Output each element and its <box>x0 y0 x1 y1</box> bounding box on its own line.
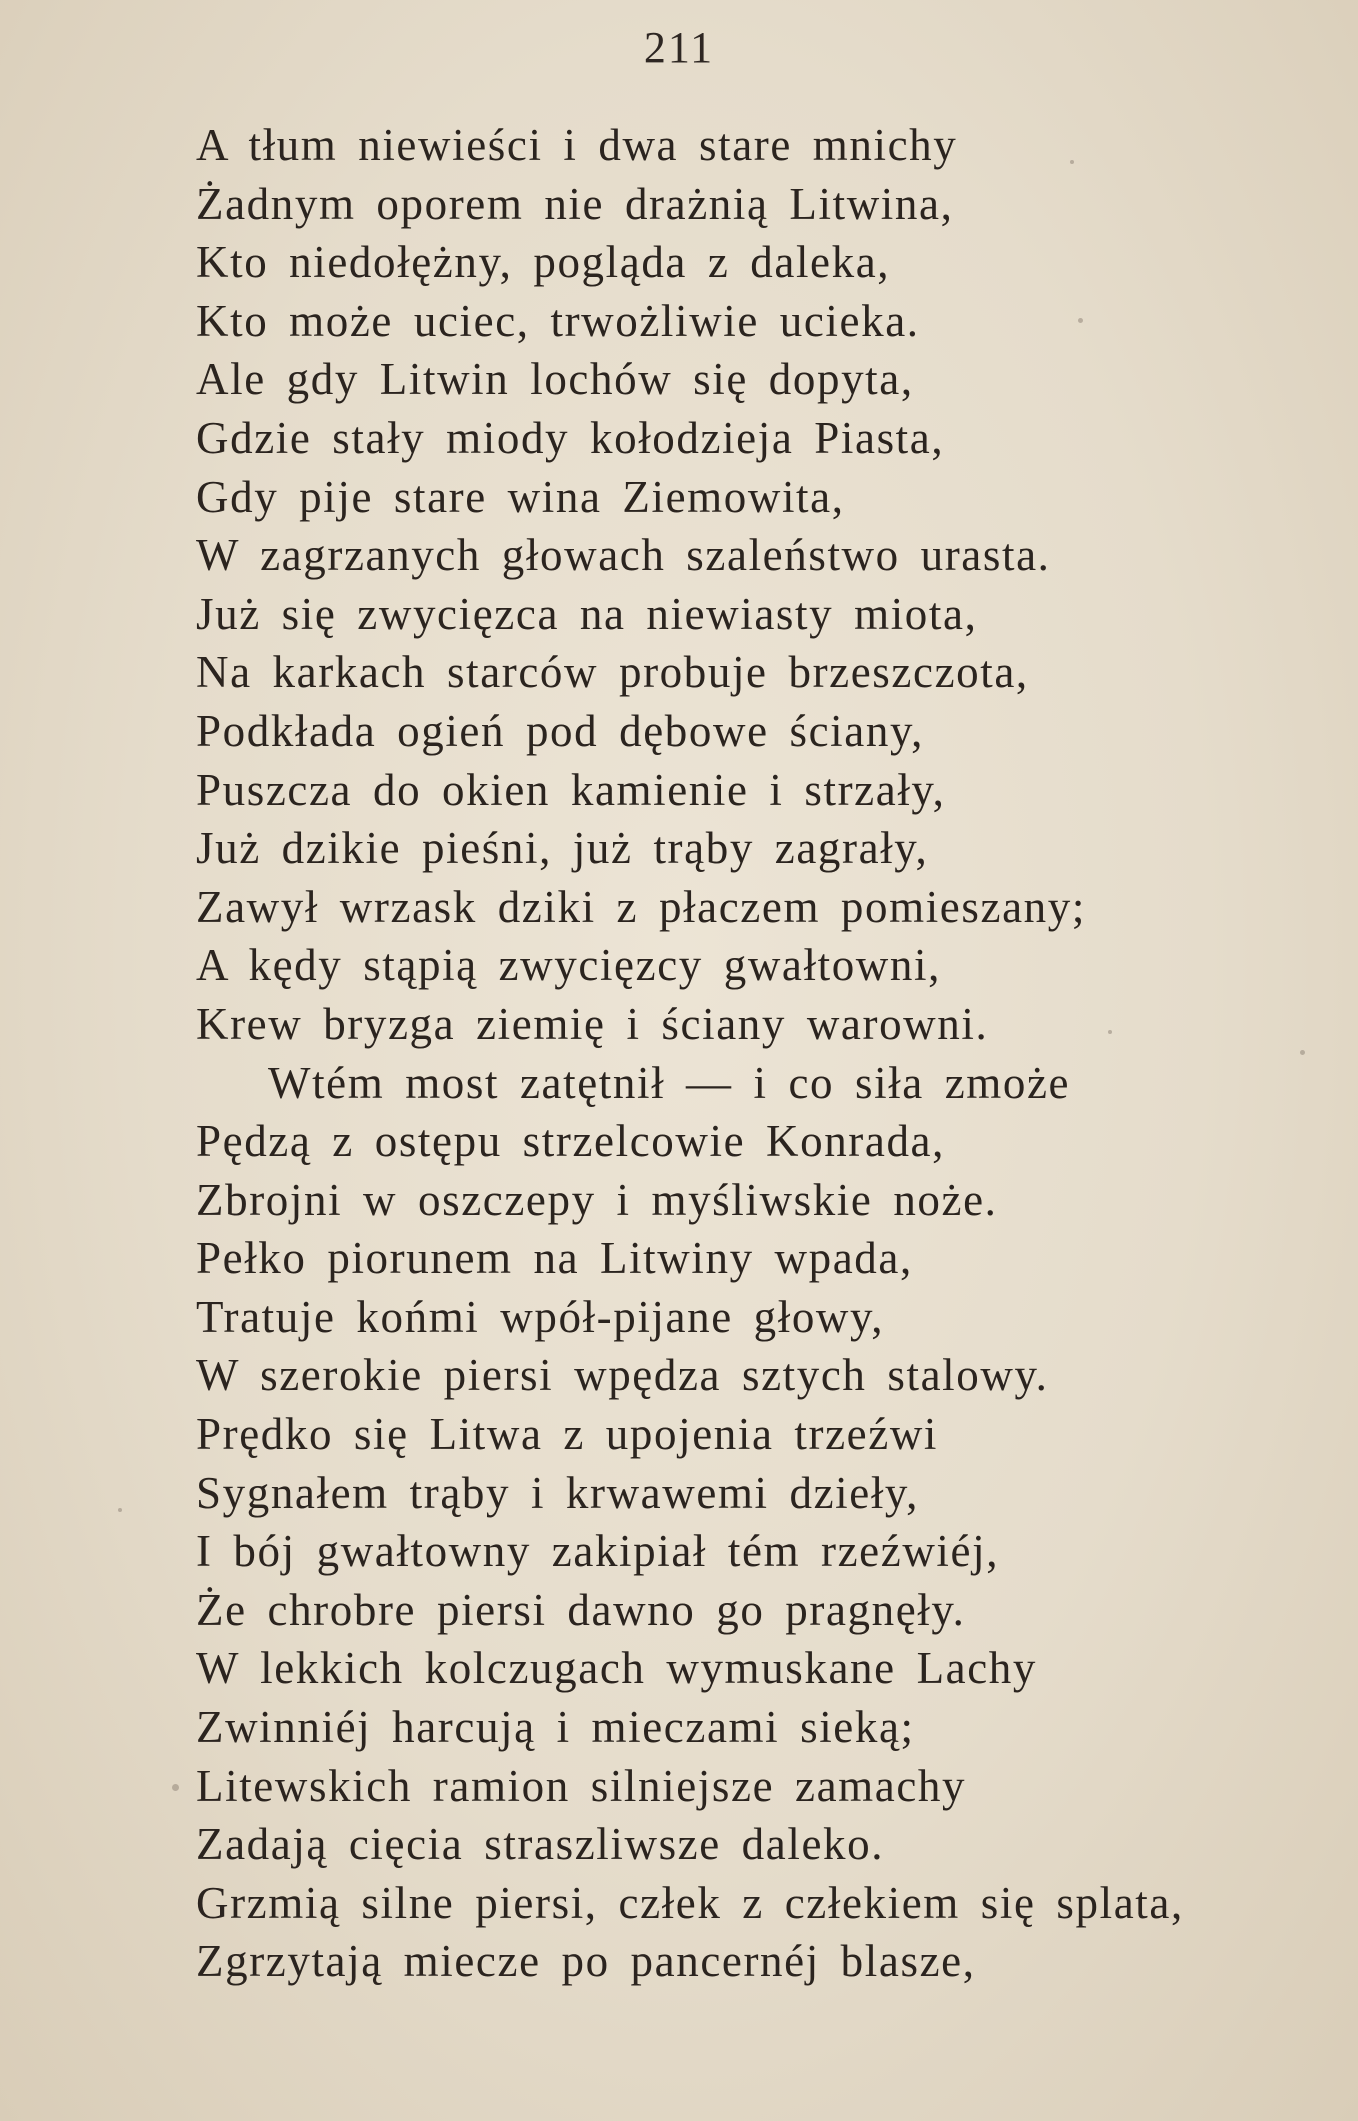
poem-line: Gdzie stały miody kołodzieja Piasta, <box>196 412 945 463</box>
poem-line: Że chrobre piersi dawno go pragnęły. <box>196 1584 966 1635</box>
paper-speck <box>118 1508 122 1512</box>
poem-line: Zadają cięcia straszliwsze daleko. <box>196 1819 885 1870</box>
poem-line: Krew bryzga ziemię i ściany warowni. <box>196 998 989 1049</box>
poem-line: Ale gdy Litwin lochów się dopyta, <box>196 354 914 405</box>
paper-speck <box>1108 1030 1112 1034</box>
poem-line: Na karkach starców probuje brzeszczota, <box>196 647 1029 698</box>
poem-line: W lekkich kolczugach wymuskane Lachy <box>196 1643 1037 1694</box>
poem-line: Litewskich ramion silniejsze zamachy <box>196 1760 967 1811</box>
poem-line: Sygnałem trąby i krwawemi dzieły, <box>196 1467 919 1518</box>
poem-line: Zawył wrzask dziki z płaczem pomieszany; <box>196 881 1086 932</box>
page-number: 211 <box>643 23 715 72</box>
poem-line: Zwinniéj harcują i mieczami sieką; <box>196 1702 915 1753</box>
poem-line: Grzmią silne piersi, człek z człekiem się splata, <box>196 1877 1184 1928</box>
poem-line: Prędko się Litwa z upojenia trzeźwi <box>196 1409 939 1460</box>
poem-line: Podkłada ogień pod dębowe ściany, <box>196 705 924 756</box>
poem-line: I bój gwałtowny zakipiał tém rzeźwiéj, <box>196 1526 1000 1577</box>
poem-line: Już dzikie pieśni, już trąby zagrały, <box>196 823 929 874</box>
poem-line: Tratuje końmi wpół-pijane głowy, <box>196 1291 885 1342</box>
poem-line: Kto może uciec, trwożliwie ucieka. <box>196 295 920 346</box>
poem-line: Pełko piorunem na Litwiny wpada, <box>196 1233 913 1284</box>
poem-line: Puszcza do okien kamienie i strzały, <box>196 764 946 815</box>
paper-speck <box>1078 318 1083 323</box>
poem-line: W szerokie piersi wpędza sztych stalowy. <box>196 1350 1049 1401</box>
poem-line: W zagrzanych głowach szaleństwo urasta. <box>196 530 1051 581</box>
poem-line: Kto niedołężny, pogląda z daleka, <box>196 237 891 288</box>
poem-line: Żadnym oporem nie drażnią Litwina, <box>196 178 954 229</box>
poem-line: Zgrzytają miecze po pancernéj blasze, <box>196 1936 976 1987</box>
paper-speck <box>1070 160 1074 164</box>
poem-line: Pędzą z ostępu strzelcowie Konrada, <box>196 1116 945 1167</box>
poem-line: Już się zwycięzca na niewiasty miota, <box>196 588 978 639</box>
poem-line: Wtém most zatętnił — i co siła zmoże <box>268 1057 1071 1108</box>
poem-line: Gdy pije stare wina Ziemowita, <box>196 471 845 522</box>
poem-line: A tłum niewieści i dwa stare mnichy <box>196 120 958 170</box>
paper-speck <box>172 1784 179 1791</box>
paper-speck <box>1300 1050 1305 1055</box>
poem-line: Zbrojni w oszczepy i myśliwskie noże. <box>196 1174 998 1225</box>
poem-text <box>196 116 1306 1991</box>
poem-line: A kędy stąpią zwycięzcy gwałtowni, <box>196 940 941 991</box>
